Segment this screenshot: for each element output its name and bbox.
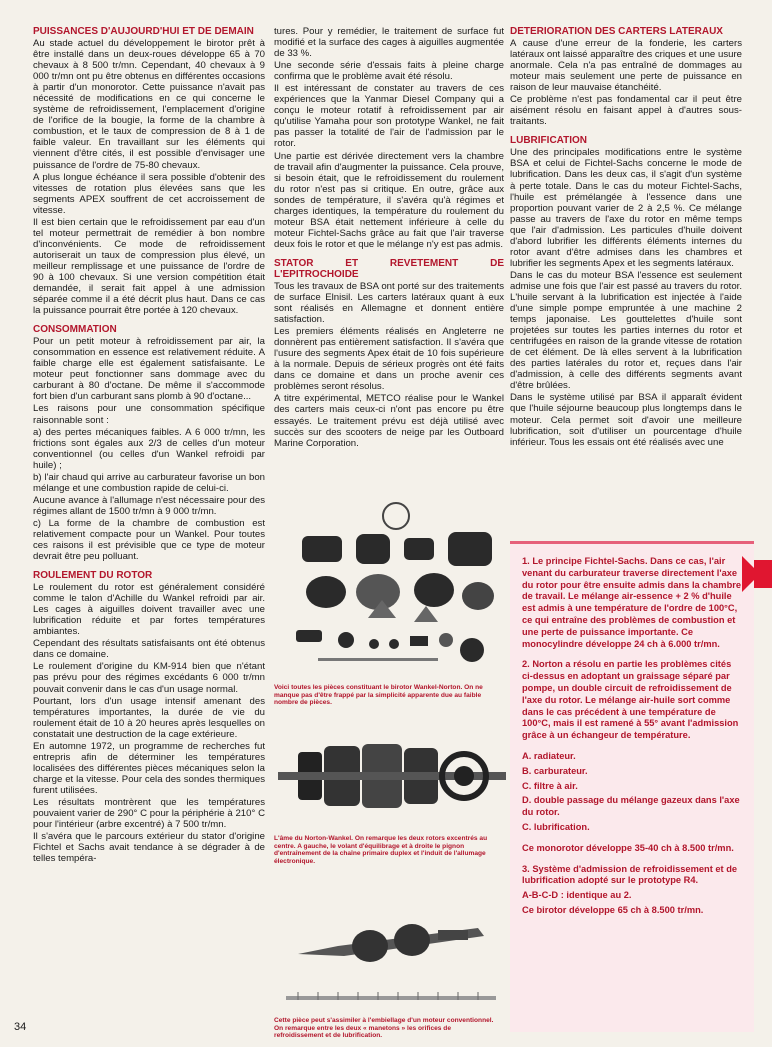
caption-parts: Voici toutes les pièces constituant le birotor Wankel-Norton. On ne manque pas d'être frappé par la simplicité apparente due au faible nombre de pièces. [274, 684, 483, 707]
paragraph: Il est bien certain que le refroidissement par eau d'un tel moteur permettrait de remédier à bon nombre d'inconvénients. Ce mode de refroidissement autoriserait un taux de compression plus élevé, un meilleur remplissage et une puissance de l'ordre de 90 à 100 chevaux. Si une version compétition était demandée, il serait fait appel à une admission séparée comme il a été décrit plus haut. Dans ce cas la puissance pourrait être portée à 120 chevaux. [33, 216, 265, 317]
paragraph: a) des pertes mécaniques faibles. A 6 000 tr/mn, les frictions sont égales aux 2/3 de celles d'un moteur conventionnel (ou celles d'un Wankel refroidi par huile) ; [33, 426, 265, 471]
legend-d: D. double passage du mélange gazeux dans l'axe du rotor. [522, 795, 740, 818]
paragraph: Aucune avance à l'allumage n'est nécessaire pour des régimes allant de 1500 tr/mn à 9 000 tr/mn. [33, 494, 265, 517]
heading-puissances: PUISSANCES D'AUJOURD'HUI ET DE DEMAIN [33, 26, 254, 37]
paragraph: Une seconde série d'essais faits à pleine charge confirma que le problème avait été résolu. [274, 60, 504, 83]
box-birotor: Ce birotor développe 65 ch à 8.500 tr/mn. [522, 904, 704, 915]
photo-eccentric-shaft [278, 884, 506, 1014]
caption-shaft: Cette pièce peut s'assimiler à l'embiellage d'un moteur conventionnel. On remarque entre les deux « manetons » les orifices de refroidissement et de lubrification. [274, 1017, 494, 1040]
legend-c: C. filtre à air. [522, 780, 578, 791]
paragraph: Dans le système utilisé par BSA il apparaît évident que l'huile séjourne beaucoup plus longtemps dans le moteur. Cela permet soit d'avoir une meilleure lubrification, soit d'utiliser un pourcentage d'huile inférieur. Tous les essais ont été réalisés avec une [510, 392, 742, 448]
paragraph: Le roulement d'origine du KM-914 bien que n'étant pas prévu pour des régimes excédants 6 000 tr/mn pouvait convenir dans le cas d'un usage normal. [33, 661, 265, 695]
heading-roulement: ROULEMENT DU ROTOR [33, 570, 153, 582]
box-item-1: 1. Le principe Fichtel-Sachs. Dans ce cas, l'air venant du carburateur traverse directement l'axe du rotor pour être ensuite admis dans la chambre de travail. Le mélange air-essence + 2 % d'huile est admis à une température de l'ordre de 100°C, ce qui entraîne des problèmes de combustion et une perte de puissance importante. Ce monocylindre développe 24 ch à 6.000 tr/mn. [522, 556, 742, 649]
legend-e: C. lubrification. [522, 821, 590, 832]
paragraph: Au stade actuel du développement le birotor prêt à être installé dans un deux-roues développe 65 à 70 chevaux à 8 500 tr/mn. Cependant, 40 chevaux à 9 000 tr/mn ont pu être obtenus en différentes occasions à partir d'un monorotor. Cette puissance n'avait pas nécessité de modifications en ce qui concerne le système de refroidissement, l'emplacement d'origine de l'orifice de la bougie, la forme de la chambre à combustion, et le taux de compression de 8 à 1 de faible valeur. En travaillant sur les éléments qui viennent d'être cités, il est possible d'envisager une puissance de l'ordre de 75-80 chevaux. [33, 38, 265, 171]
paragraph: A titre expérimental, METCO réalise pour le Wankel des carters mais ceux-ci n'ont pas encore pu être essayés. Le traitement prévu est déjà utilisé avec succès sur des scooters de neige par les Outboard Marine Corporation. [274, 393, 504, 449]
column-middle [274, 26, 504, 450]
paragraph: Le roulement du rotor est généralement considéré comme le talon d'Achille du Wankel refroidi par air. Les cages à aiguilles doivent travailler avec une lubrification réduite et par fortes températures ambiantes. [33, 582, 265, 638]
paragraph: Il s'avéra que le parcours extérieur du stator d'origine Fichtel et Sachs avait tendance à se dégrader à de telles tempéra- [33, 831, 265, 865]
photo-rotor-assembly [278, 718, 506, 828]
paragraph: Cependant des résultats satisfaisants ont été obtenus dans ce domaine. [33, 638, 265, 661]
paragraph: tures. Pour y remédier, le traitement de surface fut modifié et la surface des cages à aiguilles augmentée de 33 %. [274, 26, 504, 60]
paragraph: Ce problème n'est pas fondamental car il peut être aisément résolu en faisant appel à d'autres sous-traitants. [510, 94, 742, 128]
paragraph: Les premiers éléments réalisés en Angleterre ne donnèrent pas entièrement satisfaction. Il s'avéra que l'usure des segments Apex était de 10 fois supérieure à la normale. Depuis de sérieux progrès ont été faits dans ce domaine et dans un proche avenir ces problèmes seront résolus. [274, 326, 504, 393]
box-item-3: 3. Système d'admission de refroidissement et de lubrification adopté sur le prototype R4. [522, 863, 738, 886]
paragraph: A plus longue échéance il sera possible d'obtenir des vitesses de rotation plus élevées sans que les segments APEX souffrent de cet accroissement de vitesse. [33, 171, 265, 216]
heading-carters: DETERIORATION DES CARTERS LATERAUX [510, 26, 723, 37]
column-right [510, 26, 742, 449]
legend-b: B. carburateur. [522, 765, 588, 776]
legend-abcd: A-B-C-D : identique au 2. [522, 890, 632, 901]
page-number: 34 [14, 1021, 27, 1033]
paragraph: A cause d'une erreur de la fonderie, les carters latéraux ont laissé apparaître des criques et une usure anormale. Cela n'a pas entraîné de dommages au moteur mais seulement une perte de puissance en raison de leur mauvaise étanchéité. [510, 38, 742, 94]
photo-engine-parts [278, 500, 506, 680]
paragraph: Les résultats montrèrent que les températures pouvaient varier de 290° C pour la périphérie à 210° C pour l'intérieur (arbre excentré) à 7 500 tr/mn. [33, 797, 265, 831]
legend-a: A. radiateur. [522, 750, 576, 761]
paragraph: Les raisons pour une consommation spécifique raisonnable sont : [33, 403, 265, 426]
heading-consommation: CONSOMMATION [33, 324, 117, 336]
paragraph: Tous les travaux de BSA ont porté sur des traitements de surface Elnisil. Les carters latéraux quant à eux sont réalisés en Allemagne et donnent entière satisfaction. [274, 280, 504, 326]
paragraph: Une des principales modifications entre le système BSA et celui de Fichtel-Sachs concerne le mode de lubrification. Dans les deux cas, il s'agit d'un système à perte totale. Dans le cas du moteur Fichtel-Sachs, l'huile est prémélangée à l'essence dans une proportion pouvant varier de 2 à 2,5 %. Ce mélange passe au travers de l'axe du rotor en même temps que l'air d'admission. Les particules d'huile doivent d'abord lubrifier les différents éléments internes du rotor avant d'être admises dans les chambres et lubrifier les segments Apex et les segments latéraux. [510, 147, 742, 269]
paragraph: b) l'air chaud qui arrive au carburateur favorise un bon mélange et une combustion rapide de celui-ci. [33, 471, 265, 494]
box-item-2: 2. Norton a résolu en partie les problèmes cités ci-dessus en adoptant un graissage séparé par pompe, un double circuit de refroidissement de l'axe du rotor. Le mélange air-huile sort comme dans le cas précédent à une température de 100°C, mais il est ramené à 55° avant l'admission grâce à un échangeur de température. [522, 659, 739, 741]
paragraph: c) La forme de la chambre de combustion est relativement compacte pour un Wankel. Pour toutes ces raisons il est prévisible que ce type de moteur devrait être peu polluant. [33, 517, 265, 563]
paragraph: Dans le cas du moteur BSA l'essence est seulement admise une fois que l'air est passé au travers du rotor. L'huile servant à la lubrification est injectée à l'aide d'une simple pompe empruntée à une machine 2 temps japonaise. Les gouttelettes d'huile sont projetées sur toutes les parties internes du rotor et centrifugées en raison de la grande vitesse de rotation de cet élément. De là elles servent à la lubrification des parties latérales du rotor et, reçues dans l'air d'admission, à celle des différents segments avant d'être brûlées. [510, 269, 742, 392]
heading-stator: STATOR ET REVETEMENT DE L'EPITROCHOIDE [274, 257, 504, 280]
arrow-icon [742, 556, 760, 592]
caption-rotor: L'âme du Norton-Wankel. On remarque les deux rotors excentrés au centre. A gauche, le volant d'équilibrage et à droite le pignon d'entraînement de la chaîne primaire duplex et l'induit de l'allumage électronique. [274, 835, 488, 865]
heading-lubrification: LUBRIFICATION [510, 135, 588, 147]
box-monorotor: Ce monorotor développe 35-40 ch à 8.500 tr/mn. [522, 842, 734, 853]
paragraph: Pour un petit moteur à refroidissement par air, la consommation en essence est relativement réduite. A faible charge elle est également satisfaisante. Le moteur peut fonctionner sans dommage avec du carburant à 80 d'octane. De même il s'accommode fort bien d'un carburant sans plomb à 90 d'octane... [33, 336, 265, 403]
paragraph: En automne 1972, un programme de recherches fut entrepris afin de déterminer les températures localisées des différentes pièces mécaniques selon la charge et la vitesse. Pour cela des sondes thermiques furent utilisées. [33, 740, 265, 796]
sidebar-box [510, 541, 754, 1032]
paragraph: Pourtant, lors d'un usage intensif amenant des températures importantes, la durée de vie du roulement était de 10 à 20 heures après lesquelles on constatait une destruction de la cage extérieure. [33, 695, 265, 740]
paragraph: Une partie est dérivée directement vers la chambre de travail afin d'augmenter la puissance. Cela prouve, si besoin était, que le refroidissement du roulement du rotor n'est pas si critique. En outre, grâce aux sondes de température, il s'avéra qu'à régimes et charges identiques, la température du roulement du moteur BSA était nettement inférieure à celle du moteur Fichtel-Sachs grâce au fait que l'air traverse deux fois le rotor et que le mélange n'y est pas admis. [274, 150, 504, 250]
paragraph: Il est intéressant de constater au travers de ces expériences que la Yanmar Diesel Company qui a conçu le moteur rotatif à refroidissement par air qu'utilise Yamaha pour son prototype Wankel, ne fait pas passer la totalité de l'air de l'admission par le rotor. [274, 83, 504, 150]
column-left [33, 26, 265, 865]
